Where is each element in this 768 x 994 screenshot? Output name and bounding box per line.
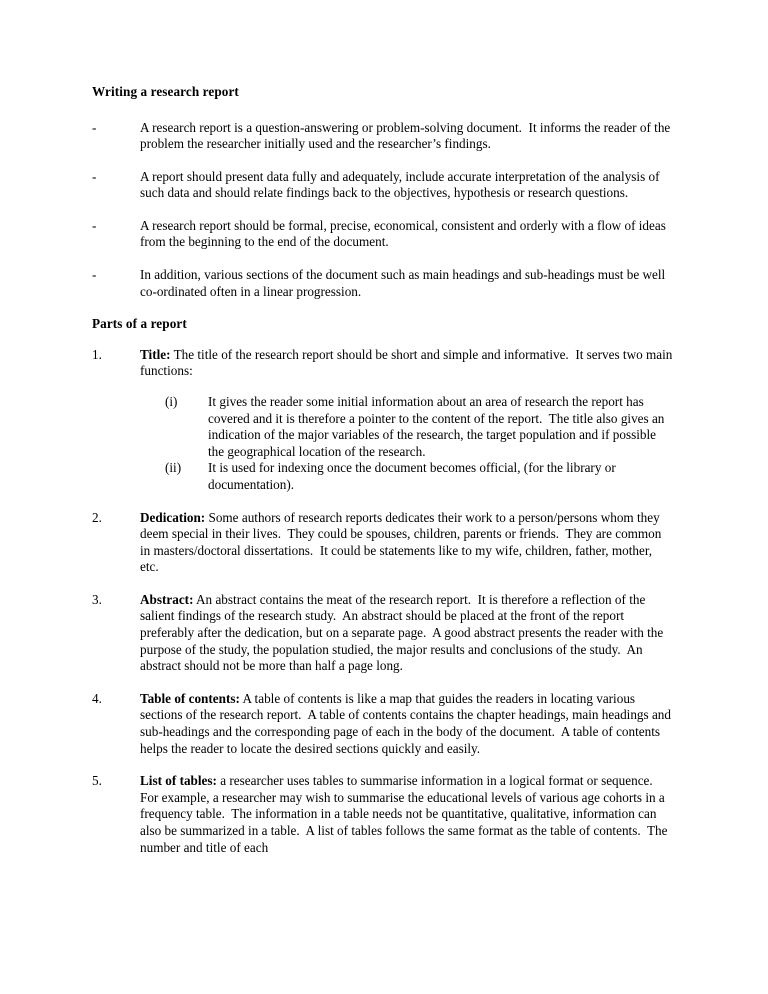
numbered-item-text [140,510,673,576]
roman-list-item [165,394,673,460]
section-heading-parts: Parts of a report [92,316,187,332]
list-marker: 2. [92,509,102,525]
list-marker: 1. [92,346,102,362]
list-item [92,169,673,202]
list-item [92,218,673,251]
roman-list-item [165,460,673,493]
item-lead-label: List of tables: [140,773,217,789]
list-item [92,267,673,300]
item-body-text: A table of contents is like a map that guides the readers in locating various sections of the research report. A table of contents contains the chapter headings, main headings and sub-headings and the corresponding page of each in the body of the document. A table of contents helps the reader to locate the desired sections quickly and easily. [140,690,675,756]
item-body-text: Some authors of research reports dedicates their work to a person/persons whom they deem special in their lives. They could be spouses, children, parents or friends. They are common in masters/doctoral dissertations. It could be statements like to my wife, children, father, mother, etc. [140,509,665,575]
item-lead-label: Table of contents: [140,690,240,706]
item-lead-label: Abstract: [140,591,194,607]
roman-item-text: It is used for indexing once the document becomes official, (for the library or documentation). [208,460,620,492]
list-item-text: A research report is a question-answering or problem-solving document. It informs the reader of the problem the researcher initially used and the researcher’s findings. [140,119,674,152]
numbered-list-item [92,691,673,757]
item-lead-label: Title: [140,346,171,362]
list-item-text: A research report should be formal, precise, economical, consistent and orderly with a flow of ideas from the beginning to the end of the document. [140,217,670,250]
spacer [92,757,673,773]
spacer [92,300,673,316]
list-item-text: A report should present data fully and adequately, include accurate interpretation of the analysis of such data and should relate findings back to the objectives, hypothesis or research questions. [140,168,663,201]
list-item-text: In addition, various sections of the document such as main headings and sub-headings must be well co-ordinated often in a linear progression. [140,267,669,299]
numbered-item-text [140,773,673,856]
numbered-list-item [92,773,673,856]
list-marker: 5. [92,773,102,789]
list-marker: - [92,267,97,283]
roman-item-text: It gives the reader some initial information about an area of research the report has covered and it is therefore a pointer to the content of the report. The title also gives an indication of the major variables of the research, the target population and if possible the geographical location of the research. [208,393,668,459]
spacer [92,153,673,169]
page-title: Writing a research report [92,84,239,99]
item-body-text: The title of the research report should be short and simple and informative. It serves two main functions: [140,346,676,379]
list-marker: (ii) [165,460,182,476]
numbered-item-text [140,346,676,380]
item-body-text: a researcher uses tables to summarise information in a logical format or sequence. For example, a researcher may wish to summarise the educational levels of various age cohorts in a frequency table. The information in a table needs not be quantitative, qualitative, information can also be summarized in a table. A list of tables follows the same format as the table of contents. The number and title of each [140,773,671,855]
item-body-text: An abstract contains the meat of the research report. It is therefore a reflection of the salient findings of the research study. An abstract should be placed at the front of the report preferably after the dedication, but on a separate page. A good abstract presents the reader with the purpose of the study, the population studied, the major results and conclusions of the study. An abstract should not be more than half a page long. [140,591,667,674]
spacer [92,494,673,510]
spacer [92,576,673,592]
list-marker: - [92,168,97,184]
spacer [92,333,673,347]
numbered-list-item [92,510,673,576]
numbered-item-text [140,592,673,675]
spacer [92,101,673,120]
numbered-list-item [92,346,676,380]
list-marker: - [92,217,97,233]
list-marker: (i) [165,393,178,409]
list-item [92,120,673,153]
item-lead-label: Dedication: [140,509,206,525]
numbered-list-item [92,592,673,675]
spacer [92,251,673,267]
list-marker: 3. [92,591,102,607]
document-body [92,84,676,856]
numbered-item-text [140,691,673,757]
spacer [92,675,673,691]
spacer [92,202,673,218]
spacer [92,380,673,394]
list-marker: - [92,119,97,135]
list-marker: 4. [92,690,102,706]
